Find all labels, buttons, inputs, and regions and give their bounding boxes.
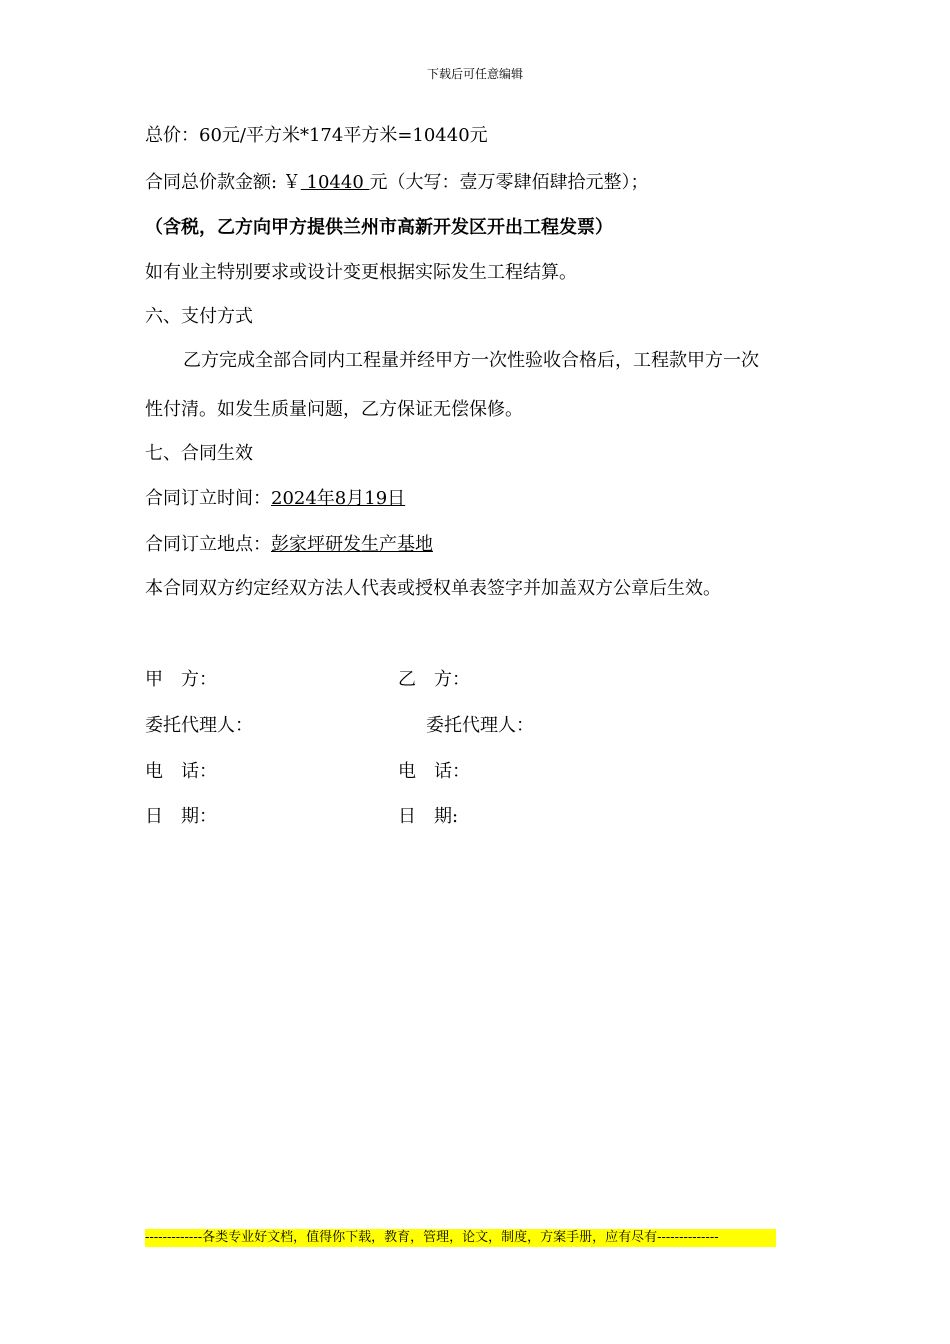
party-b-label: 乙 方： [398, 669, 470, 690]
sign-time-line [145, 487, 405, 511]
contract-total-line [145, 171, 649, 195]
contract-total-prefix: 合同总价款金额: ￥ [145, 172, 301, 193]
tax-note: （含税，乙方向甲方提供兰州市高新开发区开出工程发票） [145, 217, 613, 238]
party-a-date-label: 日 期： [145, 806, 217, 827]
party-b-agent-label: 委托代理人： [426, 715, 534, 736]
party-a-phone-label: 电 话： [145, 761, 217, 782]
section-7-title: 七、合同生效 [145, 443, 253, 464]
party-b-phone-label: 电 话： [398, 761, 470, 782]
section-6-title: 六、支付方式 [145, 306, 253, 327]
total-price-line: 总价：60元/平方米*174平方米=10440元 [145, 125, 488, 146]
settlement-note: 如有业主特别要求或设计变更根据实际发生工程结算。 [145, 262, 577, 283]
sign-time-value: 2024年8月19日 [271, 488, 406, 509]
page-header: 下载后可任意编辑 [426, 67, 523, 81]
contract-total-suffix: 元（大写：壹万零肆佰肆拾元整）； [369, 172, 649, 193]
sign-time-label: 合同订立时间： [145, 488, 271, 509]
sign-place-line [145, 533, 433, 557]
party-a-label: 甲 方： [145, 669, 217, 690]
effect-note: 本合同双方约定经双方法人代表或授权单表签字并加盖双方公章后生效。 [145, 578, 721, 599]
party-a-agent-label: 委托代理人： [145, 715, 253, 736]
contract-total-amount: 10440 [300, 172, 370, 193]
payment-terms-line-1: 乙方完成全部合同内工程量并经甲方一次性验收合格后，工程款甲方一次 [183, 350, 759, 371]
footer-banner: -------------各类专业好文档，值得你下载，教育，管理，论文，制度，方案手册，应有尽有-------------- [145, 1229, 776, 1247]
payment-terms-line-2: 性付清。如发生质量问题，乙方保证无偿保修。 [145, 399, 523, 420]
party-b-date-label: 日 期: [398, 806, 459, 827]
sign-place-value: 彭家坪研发生产基地 [271, 534, 433, 555]
sign-place-label: 合同订立地点： [145, 534, 271, 555]
